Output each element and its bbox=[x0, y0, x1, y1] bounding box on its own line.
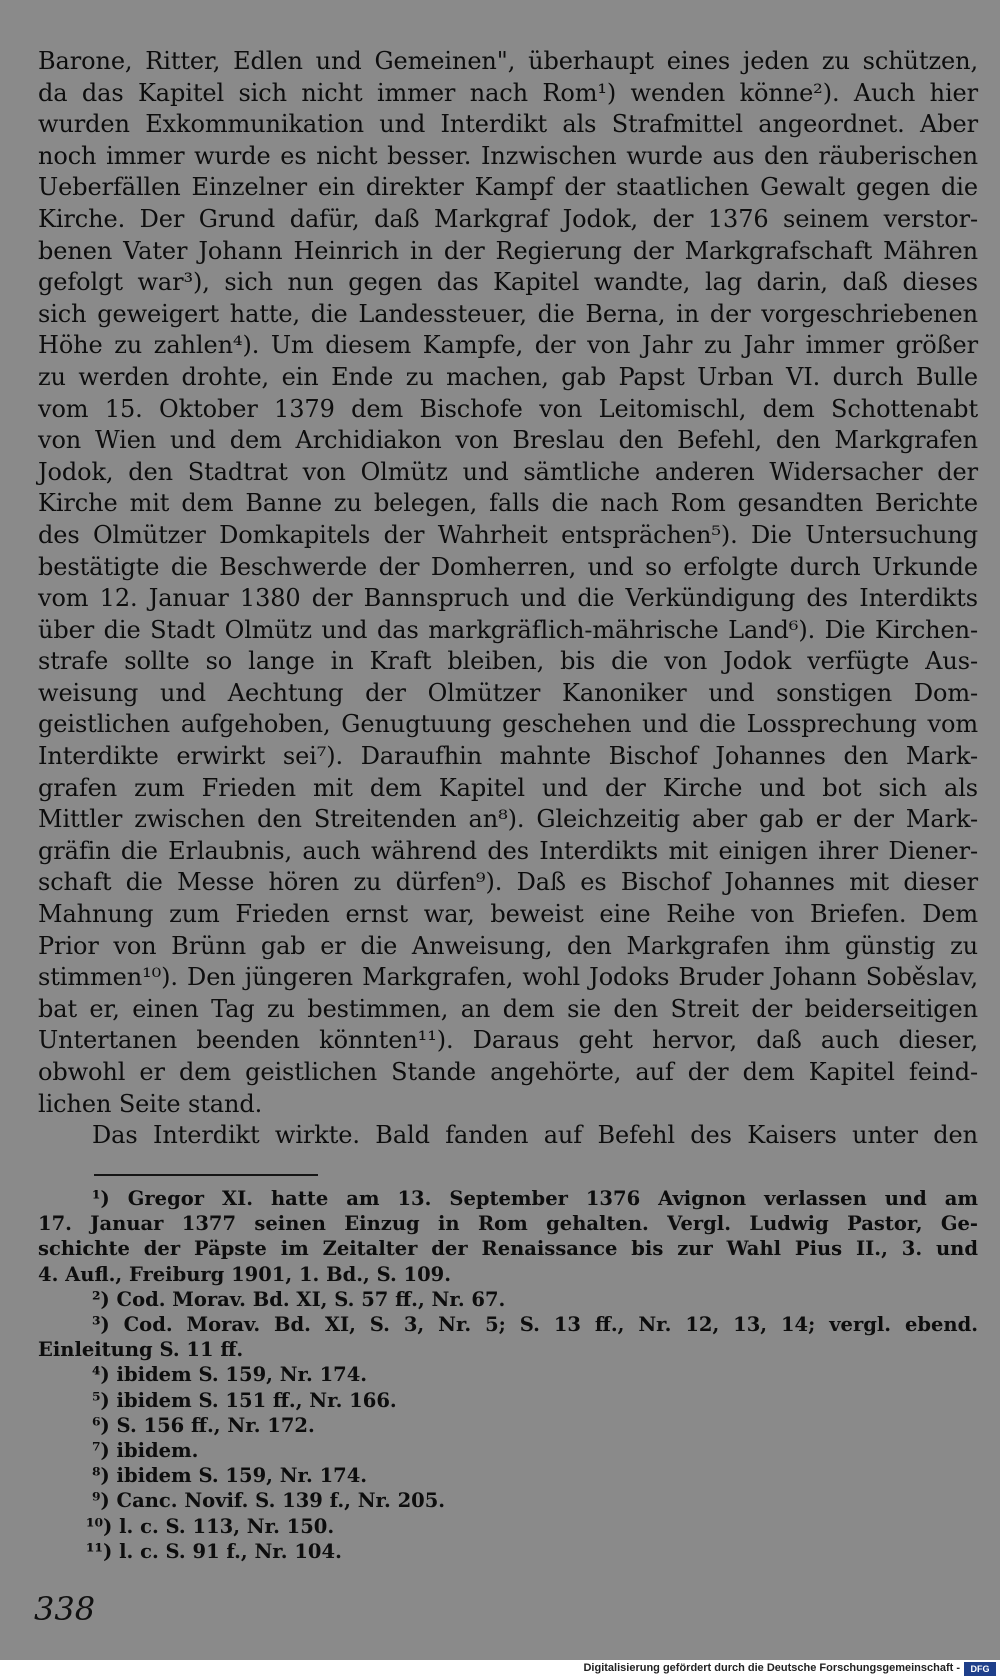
body-line: weisung und Aechtung der Olmützer Kanoniker und sonstigen Dom- bbox=[38, 678, 978, 707]
footnote-3-line: ³) Cod. Morav. Bd. XI, S. 3, Nr. 5; S. 13 ff., Nr. 12, 13, 14; vergl. ebend. bbox=[92, 1313, 978, 1337]
body-line: Höhe zu zahlen⁴). Um diesem Kampfe, der von Jahr zu Jahr immer größer bbox=[38, 331, 978, 360]
footnote-8: ⁸) ibidem S. 159, Nr. 174. bbox=[92, 1464, 368, 1488]
footnote-5: ⁵) ibidem S. 151 ff., Nr. 166. bbox=[92, 1388, 397, 1412]
body-line: zu werden drohte, ein Ende zu machen, gab Papst Urban VI. durch Bulle bbox=[38, 362, 978, 391]
footnote-7: ⁷) ibidem. bbox=[92, 1439, 199, 1463]
body-line: noch immer wurde es nicht besser. Inzwischen wurde aus den räuberischen bbox=[38, 141, 978, 170]
body-line: Mahnung zum Frieden ernst war, beweist eine Reihe von Briefen. Dem bbox=[38, 900, 978, 929]
body-line: Interdikte erwirkt sei⁷). Daraufhin mahnte Bischof Johannes den Mark- bbox=[38, 742, 978, 771]
body-line: Kirche mit dem Banne zu belegen, falls die nach Rom gesandten Berichte bbox=[38, 489, 978, 518]
body-text bbox=[38, 46, 978, 1152]
page-number: 338 bbox=[34, 1590, 96, 1628]
footnotes bbox=[38, 1186, 978, 1564]
body-line: lichen Seite stand. bbox=[38, 1089, 263, 1118]
footnote-6: ⁶) S. 156 ff., Nr. 172. bbox=[92, 1413, 315, 1437]
footnote-9: ⁹) Canc. Novif. S. 139 f., Nr. 205. bbox=[92, 1489, 446, 1513]
body-line: bestätigte die Beschwerde der Domherren, und so erfolgte durch Urkunde bbox=[38, 552, 978, 581]
body-line: des Olmützer Domkapitels der Wahrheit entsprächen⁵). Die Untersuchung bbox=[38, 520, 978, 549]
body-line: von Wien und dem Archidiakon von Breslau den Befehl, den Markgrafen bbox=[38, 426, 978, 455]
footnote-3-line: Einleitung S. 11 ff. bbox=[38, 1338, 244, 1362]
body-line: bat er, einen Tag zu bestimmen, an dem sie den Streit der beiderseitigen bbox=[38, 994, 978, 1023]
body-line: grafen zum Frieden mit dem Kapitel und der Kirche und bot sich als bbox=[38, 773, 978, 802]
body-line: stimmen¹⁰). Den jüngeren Markgrafen, wohl Jodoks Bruder Johann Soběslav, bbox=[38, 963, 978, 992]
body-line: geistlichen aufgehoben, Genugtuung geschehen und die Lossprechung vom bbox=[38, 710, 978, 739]
body-line: strafe sollte so lange in Kraft bleiben, bis die von Jodok verfügte Aus- bbox=[38, 647, 978, 676]
body-line: Jodok, den Stadtrat von Olmütz und sämtliche anderen Widersacher der bbox=[38, 457, 978, 486]
body-line: gefolgt war³), sich nun gegen das Kapitel wandte, lag darin, daß dieses bbox=[38, 268, 978, 297]
body-line: Ueberfällen Einzelner ein direkter Kampf der staatlichen Gewalt gegen die bbox=[38, 173, 978, 202]
body-line: Mittler zwischen den Streitenden an⁸). Gleichzeitig aber gab er der Mark- bbox=[38, 805, 978, 834]
footnote-1-line: 17. Januar 1377 seinen Einzug in Rom gehalten. Vergl. Ludwig Pastor, Ge- bbox=[38, 1212, 978, 1236]
body-line: gräfin die Erlaubnis, auch während des Interdikts mit einigen ihrer Diener- bbox=[38, 836, 978, 865]
body-line: Prior von Brünn gab er die Anweisung, den Markgrafen ihm günstig zu bbox=[38, 931, 978, 960]
footnote-1-line: schichte der Päpste im Zeitalter der Renaissance bis zur Wahl Pius II., 3. und bbox=[38, 1237, 978, 1261]
footnote-1-line: 4. Aufl., Freiburg 1901, 1. Bd., S. 109. bbox=[38, 1262, 452, 1286]
body-line: vom 15. Oktober 1379 dem Bischofe von Leitomischl, dem Schottenabt bbox=[38, 394, 978, 423]
body-line: benen Vater Johann Heinrich in der Regierung der Markgrafschaft Mähren bbox=[38, 236, 978, 265]
body-line: Untertanen beenden könnten¹¹). Daraus geht hervor, daß auch dieser, bbox=[38, 1026, 978, 1055]
body-line: da das Kapitel sich nicht immer nach Rom¹) wenden könne²). Auch hier bbox=[38, 78, 978, 107]
body-line: Kirche. Der Grund dafür, daß Markgraf Jodok, der 1376 seinem verstor- bbox=[38, 204, 978, 233]
footnote-10: ¹⁰) l. c. S. 113, Nr. 150. bbox=[86, 1514, 335, 1538]
body-line: obwohl er dem geistlichen Stande angehörte, auf der dem Kapitel feind- bbox=[38, 1058, 978, 1086]
body-line: schaft die Messe hören zu dürfen⁹). Daß es Bischof Johannes mit dieser bbox=[38, 868, 978, 897]
dfg-logo: DFG bbox=[964, 1662, 996, 1676]
footnote-divider bbox=[94, 1174, 318, 1176]
credit-text: Digitalisierung gefördert durch die Deutsche Forschungsgemeinschaft - bbox=[583, 1662, 960, 1674]
footnote-4: ⁴) ibidem S. 159, Nr. 174. bbox=[92, 1363, 368, 1387]
footnote-2: ²) Cod. Morav. Bd. XI, S. 57 ff., Nr. 67. bbox=[92, 1287, 506, 1311]
body-line: vom 12. Januar 1380 der Bannspruch und die Verkündigung des Interdikts bbox=[38, 584, 978, 613]
body-line: wurden Exkommunikation und Interdikt als Strafmittel angeordnet. Aber bbox=[38, 110, 978, 139]
footnote-11: ¹¹) l. c. S. 91 f., Nr. 104. bbox=[86, 1539, 342, 1563]
body-line: sich geweigert hatte, die Landessteuer, die Berna, in der vorgeschriebenen bbox=[38, 299, 978, 328]
body-line: Barone, Ritter, Edlen und Gemeinen", überhaupt eines jeden zu schützen, bbox=[38, 47, 978, 75]
paragraph-start-line: Das Interdikt wirkte. Bald fanden auf Befehl des Kaisers unter den bbox=[92, 1121, 978, 1150]
body-line: über die Stadt Olmütz und das markgräflich-mährische Land⁶). Die Kirchen- bbox=[38, 615, 978, 644]
digitization-credit-bar bbox=[0, 1660, 1000, 1679]
footnote-1-line: ¹) Gregor XI. hatte am 13. September 1376 Avignon verlassen und am bbox=[92, 1187, 978, 1210]
